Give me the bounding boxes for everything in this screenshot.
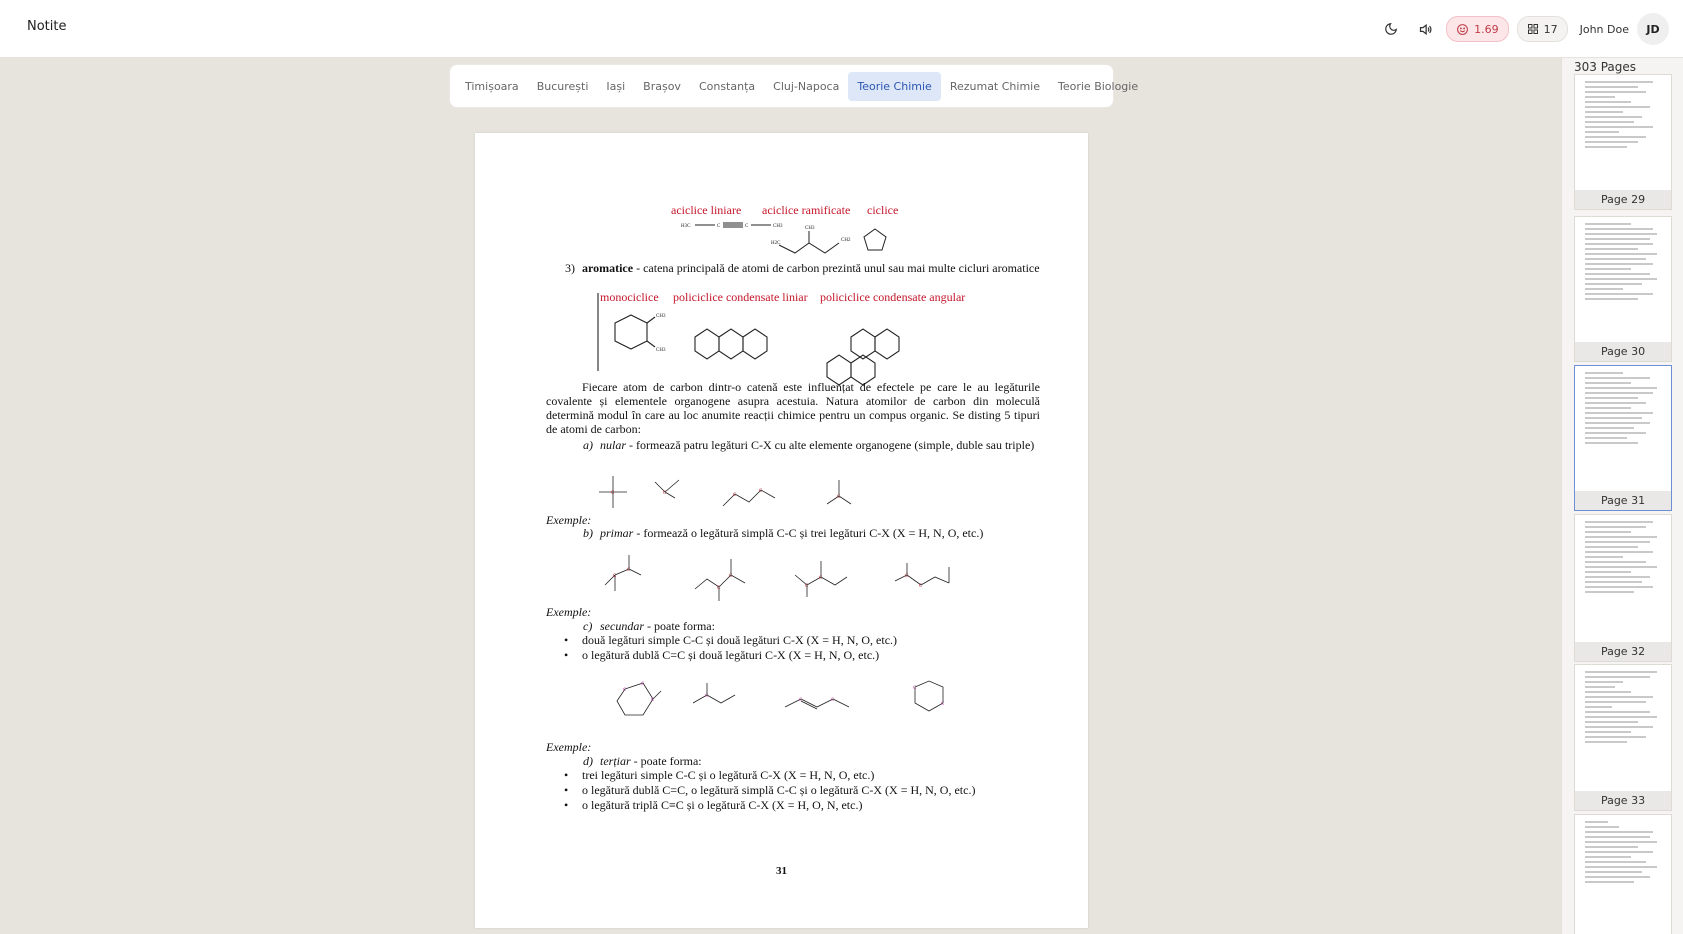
- avatar[interactable]: JD: [1637, 13, 1669, 45]
- secundar-examples-figure: [595, 663, 995, 743]
- svg-text:C: C: [759, 489, 763, 494]
- item3-number: 3): [565, 261, 575, 275]
- thumbnail-page-30[interactable]: [1574, 216, 1672, 362]
- svg-text:C: C: [627, 568, 631, 573]
- tab-iasi[interactable]: Iași: [606, 79, 626, 93]
- svg-text:C: C: [611, 491, 615, 496]
- svg-text:CH3: CH3: [656, 348, 666, 353]
- pages-count: 303 Pages: [1574, 60, 1637, 74]
- page-thumbnails-sidebar: [1561, 58, 1683, 934]
- d-text: [600, 754, 1040, 768]
- thumbnail-label: Page 32: [1575, 642, 1671, 661]
- b-description: - formează o legătură simplă C-C și trei legături C-X (X = H, N, O, etc.): [633, 526, 984, 540]
- a-text: [600, 438, 1040, 452]
- item3-description: - catena principală de atomi de carbon prezintă unul sau mai multe cicluri aromatice: [633, 261, 1040, 275]
- d-bullet-3: • o legătură triplă C≡C și o legătură C-X (X = H, O, N, etc.): [582, 798, 862, 813]
- tab-teorie-chimie[interactable]: Teorie Chimie: [848, 72, 940, 101]
- svg-text:CH3: CH3: [773, 224, 783, 229]
- page-number: 31: [776, 865, 787, 877]
- label-monocyclic: monociclice: [600, 290, 659, 304]
- c-label: c): [583, 619, 593, 633]
- b-label: b): [583, 526, 593, 540]
- thumbnail-page-33[interactable]: [1574, 664, 1672, 811]
- header-actions: [1378, 14, 1669, 44]
- svg-text:C: C: [745, 224, 749, 229]
- svg-text:C: C: [717, 224, 721, 229]
- count-badge[interactable]: [1517, 16, 1568, 42]
- svg-text:C: C: [831, 698, 835, 703]
- svg-text:C: C: [717, 586, 721, 591]
- thumbnail-label: Page 30: [1575, 342, 1671, 361]
- label-poly-linear: policiclice condensate liniar: [673, 290, 808, 304]
- label-poly-angular: policiclice condensate angular: [820, 290, 966, 304]
- a-term: nular: [600, 438, 627, 452]
- svg-text:CH3: CH3: [656, 314, 666, 319]
- svg-text:CH2: CH2: [841, 238, 851, 243]
- smiley-icon: [1456, 23, 1469, 36]
- intro-paragraph: Fiecare atom de carbon dintr-o catenă este influențat de efectele pe care le au legăturile covalente și elementele organogene asupra acestuia. Natura atomilor de carbon din moleculă determină modul în care au loc anumite reacții chimice pentru un compus organic. Se disting 5 tipuri de atomi de carbon:: [546, 380, 1040, 436]
- d-term: terțiar: [600, 754, 631, 768]
- thumbnail-page-32[interactable]: [1574, 514, 1672, 662]
- item3-text: [582, 261, 1040, 275]
- svg-text:C: C: [905, 574, 909, 579]
- item3-term: aromatice: [582, 261, 634, 275]
- svg-text:C: C: [705, 694, 709, 699]
- label-cyclic: ciclice: [867, 203, 899, 217]
- a-description: - formează patru legături C-X cu alte elemente organogene (simple, duble sau triple): [626, 438, 1035, 452]
- tab-constanta[interactable]: Constanța: [698, 79, 756, 93]
- document-page: [475, 133, 1088, 928]
- tab-bucuresti[interactable]: București: [536, 79, 589, 93]
- nular-examples-figure: [595, 468, 895, 518]
- c-term: secundar: [600, 619, 644, 633]
- thumbnail-label: Page 29: [1575, 190, 1671, 209]
- c-bullet-1: • două legături simple C-C și două legături C-X (X = H, N, O, etc.): [582, 633, 897, 648]
- moon-icon[interactable]: [1378, 16, 1404, 42]
- grid-icon: [1527, 23, 1539, 35]
- svg-text:C: C: [837, 495, 841, 500]
- app-title: Notite: [27, 19, 67, 34]
- svg-text:C: C: [623, 688, 627, 693]
- svg-text:H3C: H3C: [681, 224, 691, 229]
- svg-text:C: C: [941, 702, 945, 707]
- label-acyclic-branched: aciclice ramificate: [762, 203, 851, 217]
- d-bullet-2: • o legătură dublă C=C, o legătură simplă C-C și o legătură C-X (X = H, N, O, etc.): [582, 783, 975, 798]
- score-value: 1.69: [1474, 22, 1499, 36]
- examples-label-c: Exemple:: [546, 740, 592, 754]
- b-text: [600, 526, 1050, 540]
- svg-text:C: C: [805, 584, 809, 589]
- svg-text:C: C: [641, 682, 645, 687]
- label-acyclic-linear: aciclice liniare: [671, 203, 742, 217]
- svg-text:C: C: [913, 686, 917, 691]
- score-badge[interactable]: [1446, 16, 1509, 42]
- tab-brasov[interactable]: Brașov: [643, 79, 681, 93]
- svg-text:H2C: H2C: [771, 241, 781, 246]
- svg-text:C: C: [733, 493, 737, 498]
- tab-bar: [450, 65, 1139, 107]
- d-label: d): [583, 754, 593, 768]
- count-value: 17: [1543, 22, 1558, 36]
- svg-text:C: C: [651, 698, 655, 703]
- speaker-icon[interactable]: [1412, 16, 1438, 42]
- svg-text:C: C: [819, 576, 823, 581]
- tab-cluj-napoca[interactable]: Cluj-Napoca: [773, 79, 840, 93]
- thumbnail-page-31[interactable]: [1574, 365, 1672, 511]
- svg-text:C: C: [729, 574, 733, 579]
- thumbnail-page-29[interactable]: [1574, 74, 1672, 210]
- c-description: - poate forma:: [644, 619, 715, 633]
- app-header: [0, 0, 1683, 58]
- svg-text:C: C: [919, 584, 923, 589]
- user-name[interactable]: John Doe: [1579, 22, 1629, 36]
- svg-text:C: C: [613, 574, 617, 579]
- a-label: a): [583, 438, 593, 452]
- tab-teorie-biologie[interactable]: Teorie Biologie: [1058, 79, 1139, 93]
- primar-examples-figure: [595, 545, 995, 603]
- tab-timisoara[interactable]: Timișoara: [465, 79, 519, 93]
- d-bullet-1: • trei legături simple C-C și o legătură C-X (X = H, N, O, etc.): [582, 768, 874, 783]
- thumbnail-label: Page 31: [1575, 491, 1671, 510]
- c-text: [600, 619, 1040, 633]
- c-bullet-2: • o legătură dublă C=C și două legături C-X (X = H, N, O, etc.): [582, 648, 879, 663]
- svg-text:C: C: [663, 491, 667, 496]
- thumbnail-page-34[interactable]: [1574, 814, 1672, 934]
- svg-text:CH3: CH3: [805, 226, 815, 231]
- aromatic-structures-figure: [595, 293, 925, 393]
- d-description: - poate forma:: [630, 754, 702, 768]
- thumbnail-label: Page 33: [1575, 791, 1671, 810]
- b-term: primar: [600, 526, 634, 540]
- tab-rezumat-chimie[interactable]: Rezumat Chimie: [949, 79, 1040, 93]
- examples-label-a: Exemple:: [546, 513, 592, 527]
- svg-text:C: C: [799, 698, 803, 703]
- examples-label-b: Exemple:: [546, 605, 592, 619]
